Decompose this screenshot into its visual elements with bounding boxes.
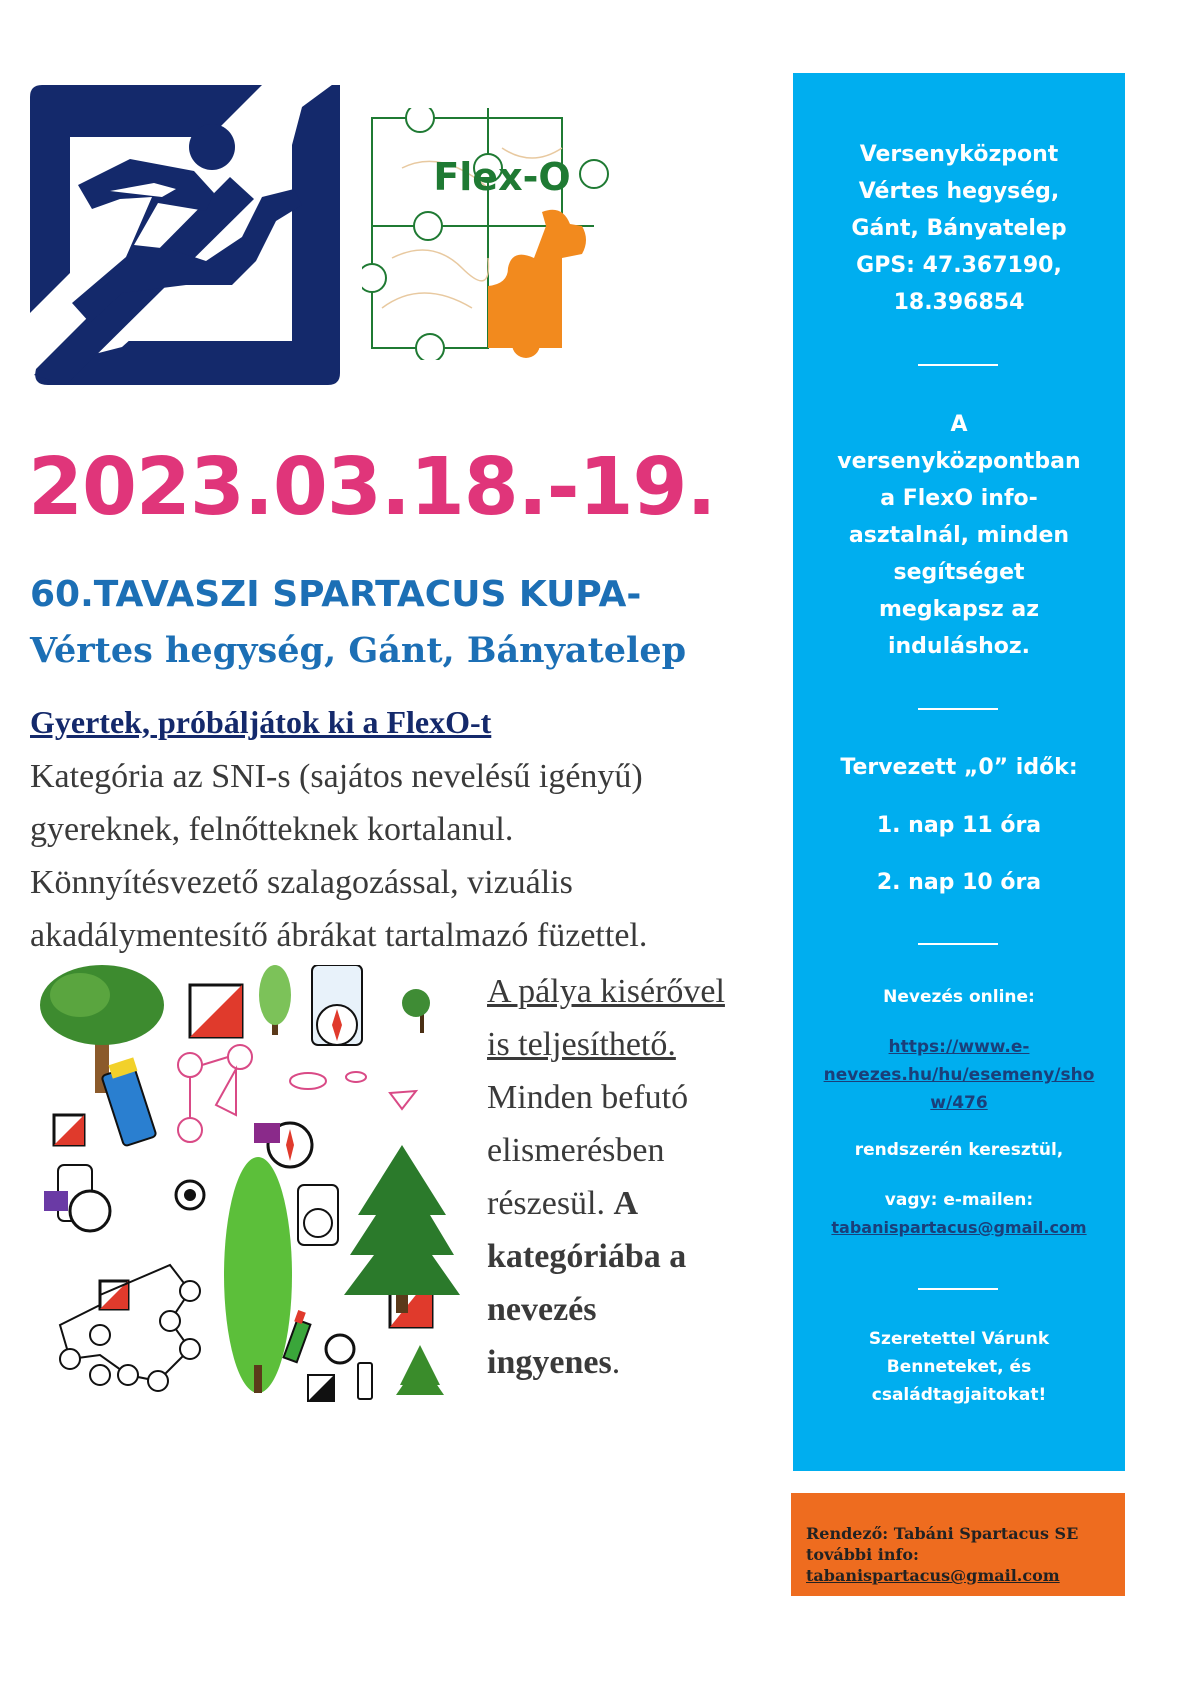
center-line: Vértes hegység,	[858, 179, 1060, 204]
flexo-logo-text: Flex-O	[433, 155, 571, 199]
free-entry-line-1: kategóriába a	[487, 1238, 687, 1275]
organizer-line: Rendező: Tabáni Spartacus SE	[806, 1524, 1079, 1543]
flexo-logo	[362, 108, 614, 360]
or-email-text: vagy: e-mailen:	[884, 1190, 1034, 1210]
separator	[918, 364, 998, 366]
escort-line-2: is teljesíthető.	[487, 1026, 676, 1063]
orienteering-illustration	[40, 965, 485, 1405]
invite-heading: Gyertek, próbáljátok ki a FlexO-t	[30, 704, 492, 740]
cypress-tree-icon	[224, 1157, 292, 1393]
compass-icon	[176, 1181, 204, 1209]
separator	[918, 943, 998, 945]
help-line: induláshoz.	[887, 634, 1031, 659]
help-line: asztalnál, minden	[848, 523, 1070, 548]
email-link[interactable]: tabanispartacus@gmail.com	[831, 1218, 1087, 1237]
via-system-text: rendszerén keresztül,	[854, 1140, 1064, 1160]
help-line: versenyközpontban	[837, 449, 1081, 474]
free-entry-text: A	[613, 1185, 639, 1222]
finisher-line-3	[487, 1187, 638, 1221]
finisher-line-2: elismerésben	[487, 1132, 665, 1169]
closing-line: Szeretettel Várunk	[868, 1329, 1050, 1349]
organizer-email-link[interactable]: tabanispartacus@gmail.com	[806, 1566, 1060, 1585]
finisher-line-1: Minden befutó	[487, 1079, 689, 1116]
si-card-icon	[358, 1363, 372, 1399]
description-line: Kategória az SNI-s (sajátos nevelésű igényű)	[30, 758, 643, 795]
help-line: A	[950, 412, 968, 437]
entry-url-line[interactable]: nevezes.hu/hu/esemeny/sho	[823, 1065, 1095, 1085]
compass-icon	[326, 1335, 354, 1363]
gps-line: GPS: 47.367190,	[856, 253, 1062, 278]
entry-url-line[interactable]: https://www.e-	[888, 1037, 1030, 1057]
gps-line: 18.396854	[893, 290, 1025, 315]
info-panel	[793, 73, 1125, 1471]
finisher-text: részesül.	[487, 1185, 606, 1222]
tree-icon	[402, 989, 430, 1033]
day1-time: 1. nap 11 óra	[876, 813, 1042, 838]
more-info-label: további info:	[806, 1545, 919, 1564]
event-date: 2023.03.18.-19.	[28, 441, 716, 533]
control-flag-icon	[190, 985, 242, 1037]
closing-line: Benneteket, és	[886, 1357, 1032, 1377]
center-line: Gánt, Bányatelep	[851, 216, 1067, 241]
online-entry-label: Nevezés online:	[883, 987, 1035, 1007]
event-location: Vértes hegység, Gánt, Bányatelep	[30, 630, 687, 671]
description-line: akadálymentesítő ábrákat tartalmazó füzettel.	[30, 917, 648, 954]
escort-line-1: A pálya kisérővel	[487, 973, 725, 1010]
closing-line: családtagjaitokat!	[871, 1385, 1047, 1405]
tree-icon	[259, 965, 291, 1035]
day2-time: 2. nap 10 óra	[876, 870, 1042, 895]
course-route	[60, 1265, 200, 1391]
separator	[918, 708, 998, 710]
period-text: .	[611, 1344, 621, 1381]
compass-icon	[298, 1185, 338, 1245]
compass-icon	[312, 965, 362, 1045]
description-line: Könnyítésvezető szalagozással, vizuális	[30, 864, 573, 901]
description-line: gyereknek, felnőtteknek kortalanul.	[30, 811, 514, 848]
planned-times-title: Tervezett „0” idők:	[840, 755, 1078, 780]
event-title: 60.TAVASZI SPARTACUS KUPA-	[30, 574, 642, 615]
control-flag-icon	[54, 1115, 84, 1145]
compass-icon	[44, 1165, 110, 1231]
tree-icon	[40, 965, 164, 1093]
free-entry-line-2: nevezés	[487, 1291, 597, 1328]
pine-tree-icon	[396, 1345, 444, 1395]
si-card-icon	[101, 1057, 156, 1146]
help-line: segítséget	[893, 560, 1025, 585]
help-line: megkapsz az	[878, 597, 1040, 622]
control-flag-icon	[308, 1375, 334, 1401]
free-entry-line-3	[487, 1346, 620, 1380]
pine-tree-icon	[344, 1145, 460, 1313]
entry-url-line[interactable]: w/476	[930, 1093, 988, 1113]
organizer-box	[791, 1493, 1125, 1596]
spartacus-logo	[30, 85, 340, 385]
help-line: a FlexO info-	[880, 486, 1038, 511]
free-entry-text: ingyenes	[487, 1344, 612, 1381]
separator	[918, 1288, 998, 1290]
center-line: Versenyközpont	[859, 142, 1059, 167]
